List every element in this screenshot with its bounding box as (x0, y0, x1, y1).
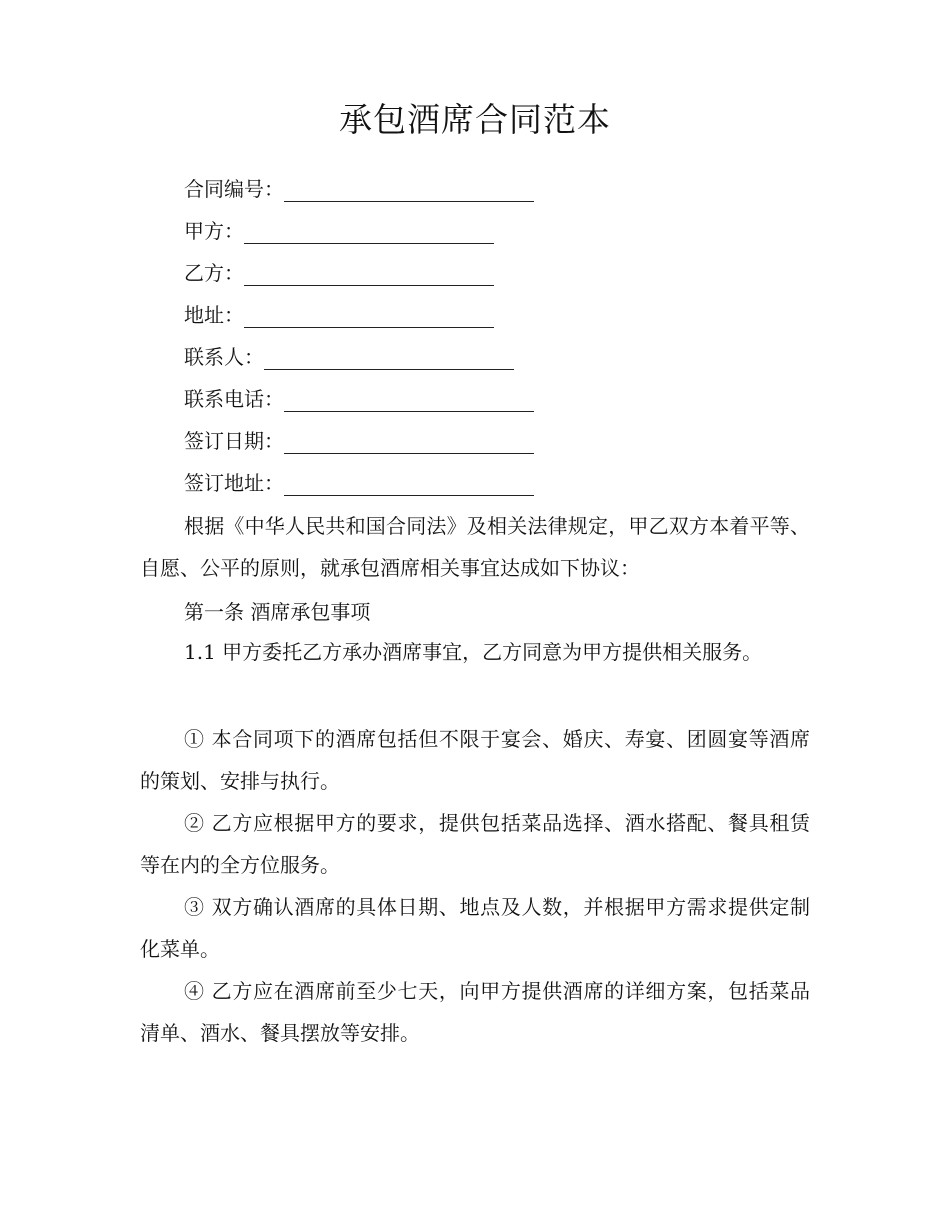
field-label: 联系电话： (184, 387, 284, 411)
field-label: 合同编号： (184, 177, 284, 201)
field-contact-person (184, 344, 514, 370)
field-signing-date (184, 428, 534, 454)
party-b-blank[interactable] (244, 263, 494, 286)
signing-place-blank[interactable] (284, 473, 534, 496)
article-1-heading: 第一条 酒席承包事项 (184, 600, 371, 624)
item-1: ① 本合同项下的酒席包括但不限于宴会、婚庆、寿宴、团圆宴等酒席的策划、安排与执行。 (140, 727, 810, 793)
field-contract-number (184, 176, 534, 202)
intro-paragraph: 根据《中华人民共和国合同法》及相关法律规定，甲乙双方本着平等、自愿、公平的原则，就承包酒席相关事宜达成如下协议： (140, 514, 810, 580)
contract-number-blank[interactable] (284, 179, 534, 202)
field-label: 地址： (184, 303, 244, 327)
party-a-blank[interactable] (244, 221, 494, 244)
field-party-b (184, 260, 494, 286)
contact-phone-blank[interactable] (284, 389, 534, 412)
document-title: 承包酒席合同范本 (339, 100, 611, 139)
field-contact-phone (184, 386, 534, 412)
field-label: 乙方： (184, 261, 244, 285)
field-label: 联系人： (184, 345, 264, 369)
contact-person-blank[interactable] (264, 347, 514, 370)
item-2: ② 乙方应根据甲方的要求，提供包括菜品选择、酒水搭配、餐具租赁等在内的全方位服务。 (140, 811, 810, 877)
clause-1-1: 1.1 甲方委托乙方承办酒席事宜，乙方同意为甲方提供相关服务。 (184, 640, 763, 664)
field-label: 甲方： (184, 219, 244, 243)
field-label: 签订日期： (184, 429, 284, 453)
signing-date-blank[interactable] (284, 431, 534, 454)
field-signing-place (184, 470, 534, 496)
field-party-a (184, 218, 494, 244)
address-blank[interactable] (244, 305, 494, 328)
field-label: 签订地址： (184, 471, 284, 495)
item-4: ④ 乙方应在酒席前至少七天，向甲方提供酒席的详细方案，包括菜品清单、酒水、餐具摆放等安排。 (140, 979, 810, 1045)
item-3: ③ 双方确认酒席的具体日期、地点及人数，并根据甲方需求提供定制化菜单。 (140, 895, 810, 961)
field-address (184, 302, 494, 328)
